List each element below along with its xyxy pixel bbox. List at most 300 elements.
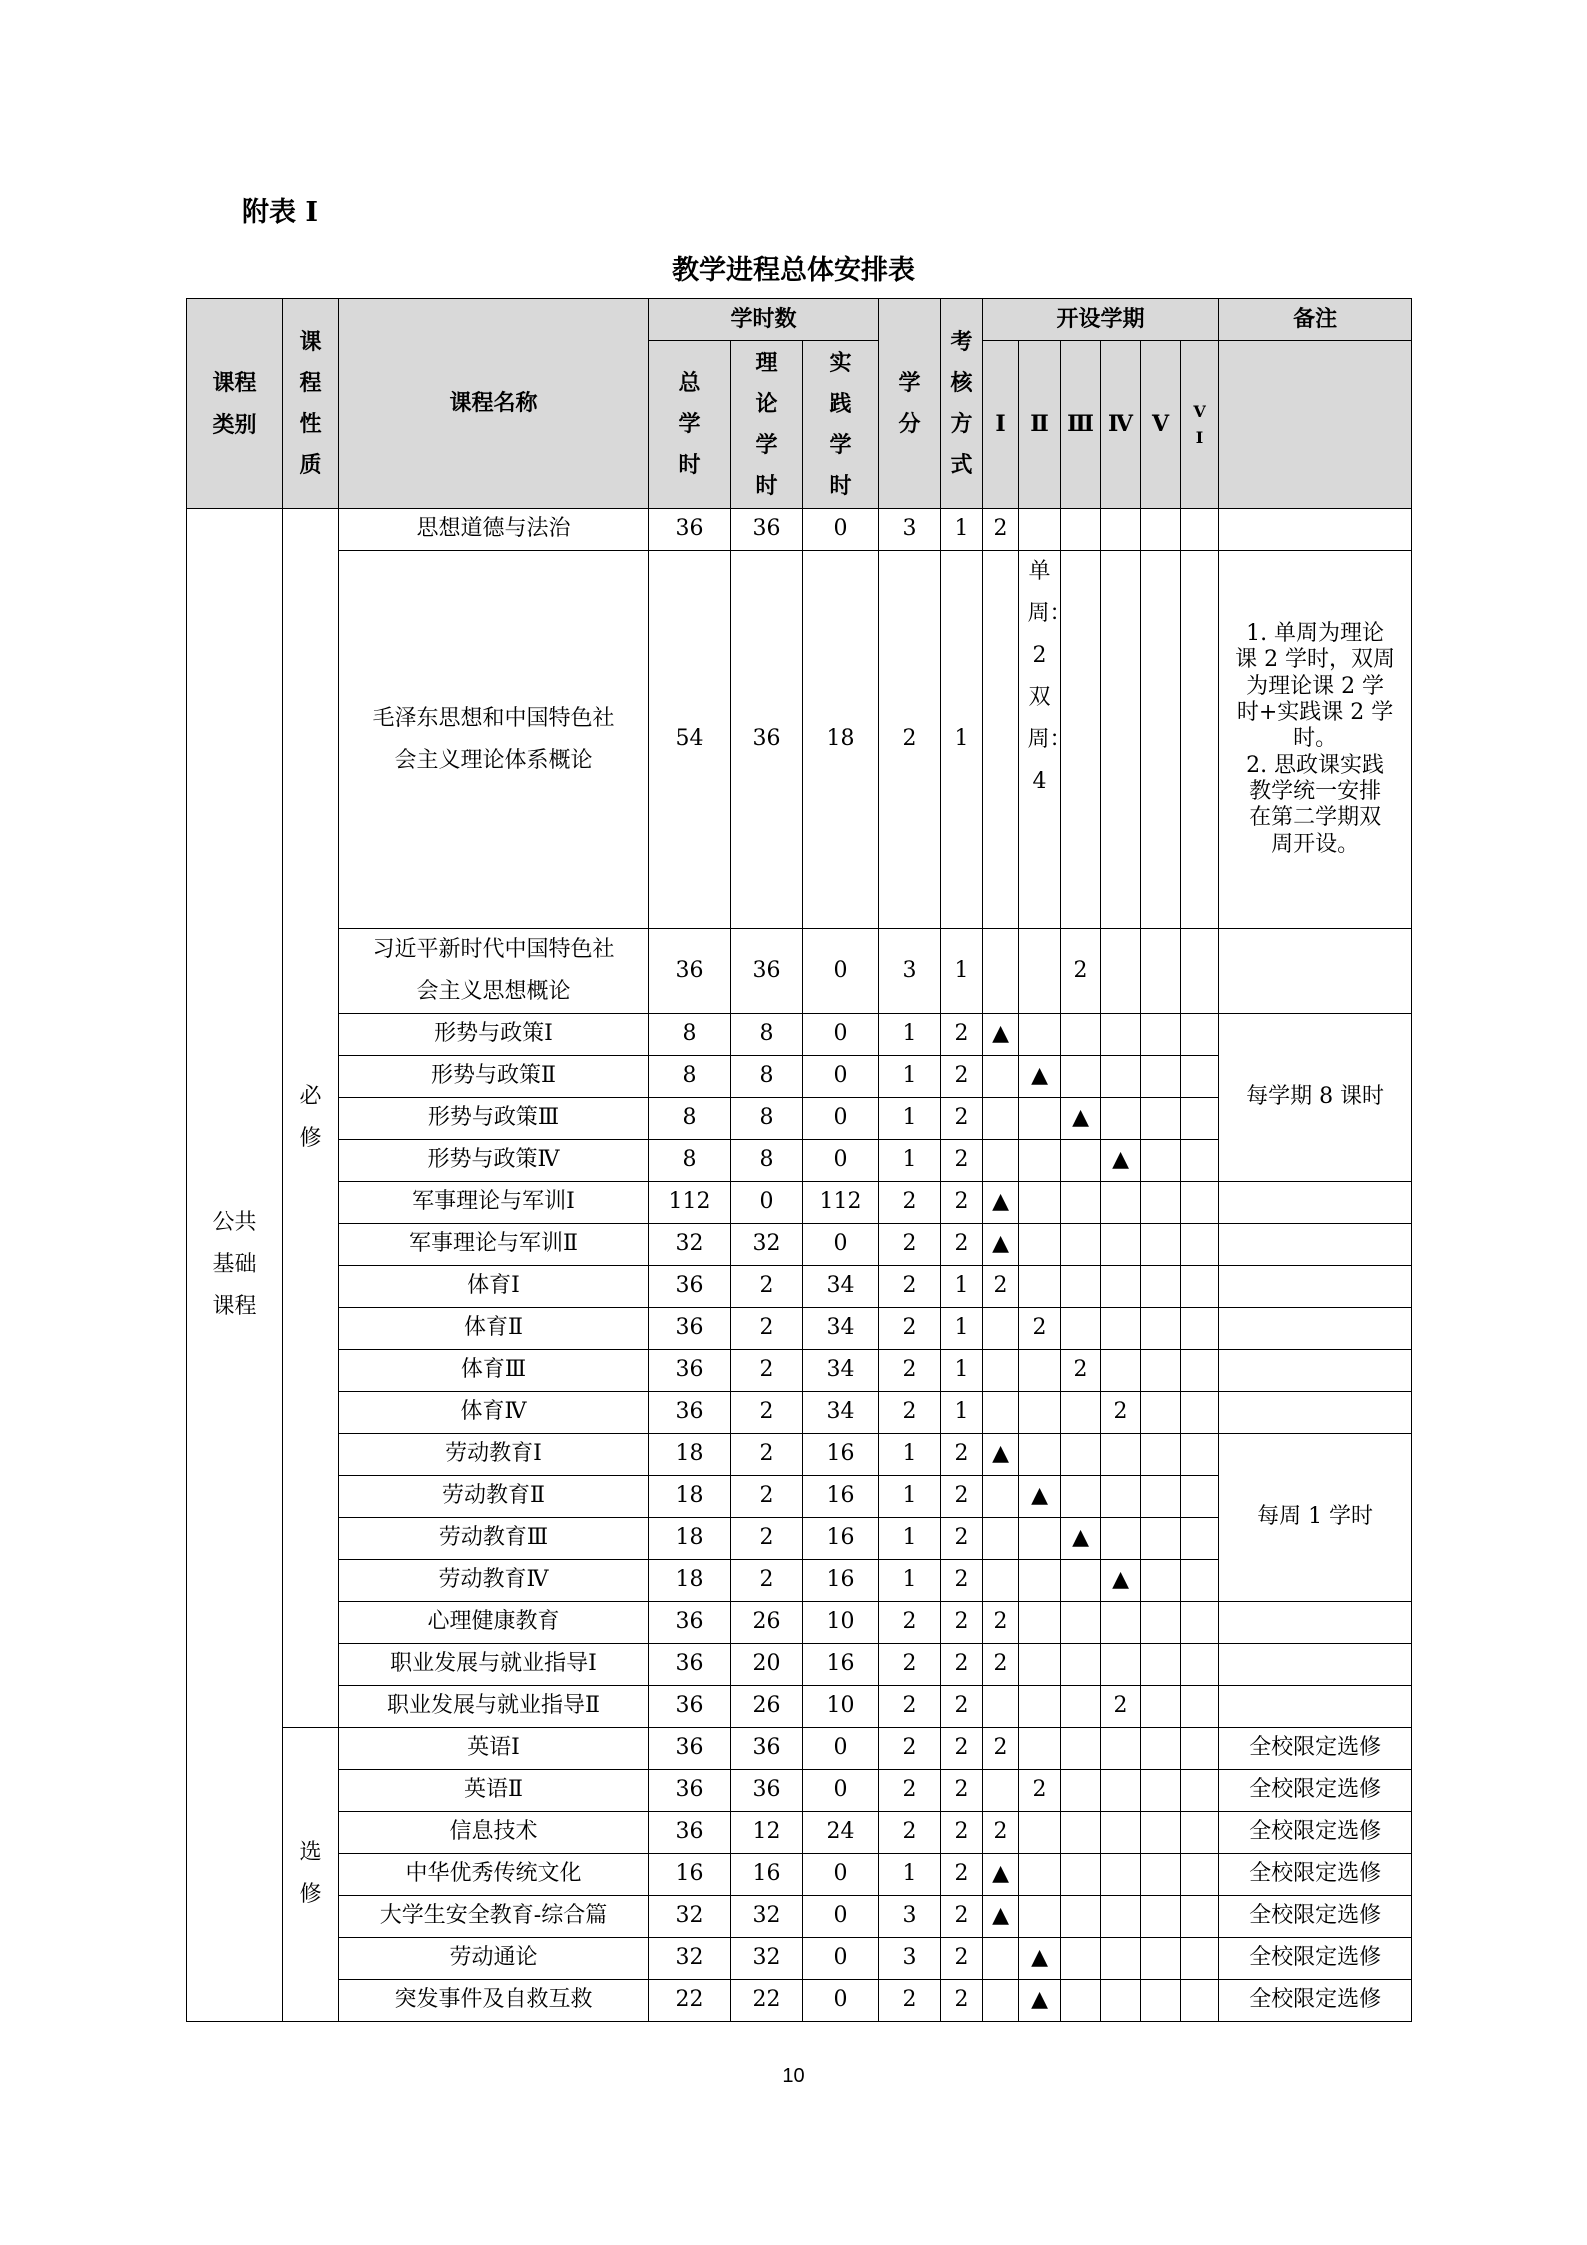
semester-5-cell (1141, 1391, 1181, 1433)
theory-hours-cell: 8 (731, 1013, 803, 1055)
semester-2-cell (1019, 1265, 1061, 1307)
header-remarks: 备注 (1219, 299, 1412, 341)
credit-cell: 2 (879, 1265, 941, 1307)
course-name-cell: 军事理论与军训Ⅰ (339, 1181, 649, 1223)
header-sem4: Ⅳ (1101, 341, 1141, 509)
semester-3-cell (1061, 1265, 1101, 1307)
total-hours-cell: 32 (649, 1895, 731, 1937)
practice-hours-cell: 0 (803, 1769, 879, 1811)
assessment-cell: 2 (941, 1475, 983, 1517)
remarks-line: 课 2 学时，双周 (1235, 647, 1396, 673)
header-sem3: Ⅲ (1061, 341, 1101, 509)
page-number: 10 (782, 2065, 805, 2087)
semester-5-cell (1141, 1475, 1181, 1517)
semester-4-cell (1101, 1979, 1141, 2021)
header-nature: 课程性质 (283, 299, 339, 509)
course-name-line: 会主义思想概论 (416, 978, 571, 1004)
total-hours-cell: 18 (649, 1517, 731, 1559)
semester-6-cell (1181, 1601, 1219, 1643)
course-name-cell: 英语Ⅰ (339, 1727, 649, 1769)
semester-5-cell (1141, 1181, 1181, 1223)
semester-6-cell (1181, 1559, 1219, 1601)
semester-6-cell (1181, 1223, 1219, 1265)
semester-3-cell (1061, 1601, 1101, 1643)
practice-hours-cell: 16 (803, 1433, 879, 1475)
credit-cell: 1 (879, 1517, 941, 1559)
table-row (187, 1391, 1412, 1433)
semester-2-cell (1019, 1139, 1061, 1181)
credit-cell: 2 (879, 1601, 941, 1643)
semester-6-cell (1181, 1307, 1219, 1349)
semester-1-cell: ▲ (983, 1013, 1019, 1055)
semester-3-cell (1061, 1433, 1101, 1475)
semester-1-cell (983, 1055, 1019, 1097)
total-hours-cell: 18 (649, 1433, 731, 1475)
total-hours-cell: 36 (649, 1727, 731, 1769)
semester-3-cell (1061, 1979, 1101, 2021)
header-credits: 学分 (879, 299, 941, 509)
total-hours-cell: 32 (649, 1937, 731, 1979)
semester-6-cell (1181, 1265, 1219, 1307)
table-row (187, 509, 1412, 551)
total-hours-cell: 36 (649, 1643, 731, 1685)
semester-4-cell (1101, 1895, 1141, 1937)
semester-5-cell (1141, 1349, 1181, 1391)
semester-3-cell (1061, 1055, 1101, 1097)
table-row (187, 1013, 1412, 1055)
theory-hours-cell: 22 (731, 1979, 803, 2021)
remarks-cell (1219, 509, 1412, 551)
credit-cell: 2 (879, 1727, 941, 1769)
practice-hours-cell: 0 (803, 1895, 879, 1937)
table-row (187, 1937, 1412, 1979)
semester-2-cell: 2 (1019, 1769, 1061, 1811)
table-row (187, 1265, 1412, 1307)
semester-2-cell (1019, 1013, 1061, 1055)
semester-3-cell (1061, 1685, 1101, 1727)
semester-note-cell: 单周：2 双周：4 (1019, 551, 1061, 929)
semester-4-cell (1101, 1601, 1141, 1643)
semester-4-cell (1101, 1727, 1141, 1769)
credit-cell: 3 (879, 1895, 941, 1937)
credit-cell: 1 (879, 1475, 941, 1517)
semester-2-cell: ▲ (1019, 1475, 1061, 1517)
practice-hours-cell: 0 (803, 1097, 879, 1139)
semester-4-cell: 2 (1101, 1685, 1141, 1727)
credit-cell: 2 (879, 1181, 941, 1223)
theory-hours-cell: 16 (731, 1853, 803, 1895)
course-name-cell: 劳动教育Ⅲ (339, 1517, 649, 1559)
appendix-label: 附表 I (242, 197, 319, 228)
assessment-cell: 2 (941, 1937, 983, 1979)
course-name-cell: 大学生安全教育-综合篇 (339, 1895, 649, 1937)
semester-2-cell: ▲ (1019, 1055, 1061, 1097)
total-hours-cell: 54 (649, 551, 731, 929)
semester-1-cell (983, 1769, 1019, 1811)
assessment-cell: 1 (941, 1349, 983, 1391)
remarks-cell (1219, 1643, 1412, 1685)
assessment-cell: 2 (941, 1979, 983, 2021)
course-name-cell: 思想道德与法治 (339, 509, 649, 551)
assessment-cell: 2 (941, 1895, 983, 1937)
semester-3-cell: ▲ (1061, 1097, 1101, 1139)
assessment-cell: 2 (941, 1055, 983, 1097)
theory-hours-cell: 8 (731, 1139, 803, 1181)
total-hours-cell: 36 (649, 1265, 731, 1307)
theory-hours-cell: 36 (731, 1727, 803, 1769)
remarks-line: 在第二学期双 (1249, 805, 1382, 831)
semester-2-cell (1019, 1223, 1061, 1265)
semester-3-cell (1061, 1937, 1101, 1979)
semester-1-cell (983, 1139, 1019, 1181)
assessment-cell: 1 (941, 509, 983, 551)
assessment-cell: 2 (941, 1013, 983, 1055)
semester-2-cell (1019, 929, 1061, 1014)
practice-hours-cell: 112 (803, 1181, 879, 1223)
semester-5-cell (1141, 551, 1181, 929)
course-name-cell: 体育Ⅳ (339, 1391, 649, 1433)
course-name-cell: 体育Ⅲ (339, 1349, 649, 1391)
theory-hours-cell: 2 (731, 1391, 803, 1433)
total-hours-cell: 18 (649, 1559, 731, 1601)
credit-cell: 2 (879, 1769, 941, 1811)
theory-hours-cell: 2 (731, 1349, 803, 1391)
total-hours-cell: 8 (649, 1097, 731, 1139)
course-name-line: 毛泽东思想和中国特色社 (372, 705, 615, 731)
semester-5-cell (1141, 1769, 1181, 1811)
header-category: 课程类别 (187, 299, 283, 509)
credit-cell: 2 (879, 1307, 941, 1349)
table-row (187, 1853, 1412, 1895)
remarks-cell (1219, 1265, 1412, 1307)
semester-2-cell (1019, 1391, 1061, 1433)
credit-cell: 1 (879, 1559, 941, 1601)
table-row (187, 1223, 1412, 1265)
semester-3-cell: 2 (1061, 929, 1101, 1014)
header-sem5: Ⅴ (1141, 341, 1181, 509)
semester-3-cell (1061, 1559, 1101, 1601)
total-hours-cell: 8 (649, 1139, 731, 1181)
semester-1-cell: ▲ (983, 1433, 1019, 1475)
practice-hours-cell: 0 (803, 1013, 879, 1055)
assessment-cell: 2 (941, 1433, 983, 1475)
total-hours-cell: 36 (649, 1685, 731, 1727)
credit-cell: 2 (879, 1349, 941, 1391)
semester-6-cell (1181, 929, 1219, 1014)
total-hours-cell: 36 (649, 1349, 731, 1391)
remarks-cell: 全校限定选修 (1219, 1895, 1412, 1937)
credit-cell: 1 (879, 1013, 941, 1055)
semester-6-cell (1181, 509, 1219, 551)
semester-6-cell (1181, 1349, 1219, 1391)
assessment-cell: 2 (941, 1097, 983, 1139)
semester-3-cell (1061, 1223, 1101, 1265)
table-row (187, 551, 1412, 929)
semester-4-cell (1101, 1643, 1141, 1685)
practice-hours-cell: 34 (803, 1349, 879, 1391)
header-theory-hours: 理论学时 (731, 341, 803, 509)
semester-2-cell (1019, 1181, 1061, 1223)
total-hours-cell: 18 (649, 1475, 731, 1517)
theory-hours-cell: 0 (731, 1181, 803, 1223)
header-sem2: Ⅱ (1019, 341, 1061, 509)
semester-1-cell (983, 1307, 1019, 1349)
semester-4-cell (1101, 1349, 1141, 1391)
theory-hours-cell: 2 (731, 1559, 803, 1601)
total-hours-cell: 36 (649, 1601, 731, 1643)
semester-3-cell (1061, 1181, 1101, 1223)
semester-6-cell (1181, 1769, 1219, 1811)
credit-cell: 1 (879, 1139, 941, 1181)
semester-1-cell: ▲ (983, 1181, 1019, 1223)
total-hours-cell: 36 (649, 1391, 731, 1433)
semester-2-cell (1019, 1811, 1061, 1853)
header-remarks-blank (1219, 341, 1412, 509)
assessment-cell: 1 (941, 1307, 983, 1349)
semester-5-cell (1141, 1727, 1181, 1769)
teaching-plan-table (186, 298, 1412, 2022)
course-name-cell: 形势与政策Ⅳ (339, 1139, 649, 1181)
assessment-cell: 2 (941, 1643, 983, 1685)
remarks-cell: 每学期 8 课时 (1219, 1013, 1412, 1181)
semester-6-cell (1181, 1811, 1219, 1853)
remarks-cell: 全校限定选修 (1219, 1979, 1412, 2021)
semester-3-cell (1061, 1139, 1101, 1181)
semester-2-cell (1019, 509, 1061, 551)
credit-cell: 2 (879, 1391, 941, 1433)
semester-4-cell (1101, 1013, 1141, 1055)
assessment-cell: 2 (941, 1769, 983, 1811)
practice-hours-cell: 16 (803, 1517, 879, 1559)
semester-3-cell (1061, 1643, 1101, 1685)
semester-5-cell (1141, 1223, 1181, 1265)
table-row (187, 1727, 1412, 1769)
semester-1-cell: ▲ (983, 1895, 1019, 1937)
assessment-cell: 1 (941, 1391, 983, 1433)
course-name-cell: 军事理论与军训Ⅱ (339, 1223, 649, 1265)
remarks-cell (1219, 1307, 1412, 1349)
semester-1-cell: 2 (983, 1265, 1019, 1307)
table-title: 教学进程总体安排表 (672, 255, 915, 286)
course-name-cell: 形势与政策Ⅲ (339, 1097, 649, 1139)
semester-1-cell (983, 929, 1019, 1014)
header-course-name: 课程名称 (339, 299, 649, 509)
semester-4-cell (1101, 1265, 1141, 1307)
practice-hours-cell: 16 (803, 1643, 879, 1685)
credit-cell: 2 (879, 1685, 941, 1727)
semester-1-cell (983, 1559, 1019, 1601)
course-name-cell: 职业发展与就业指导Ⅰ (339, 1643, 649, 1685)
semester-2-cell (1019, 1097, 1061, 1139)
header-sem1: Ⅰ (983, 341, 1019, 509)
theory-hours-cell: 2 (731, 1265, 803, 1307)
semester-3-cell (1061, 1853, 1101, 1895)
semester-2-cell: ▲ (1019, 1979, 1061, 2021)
assessment-cell: 1 (941, 929, 983, 1014)
semester-5-cell (1141, 1895, 1181, 1937)
course-name-cell: 中华优秀传统文化 (339, 1853, 649, 1895)
total-hours-cell: 36 (649, 1811, 731, 1853)
semester-4-cell: ▲ (1101, 1559, 1141, 1601)
semester-1-cell (983, 1391, 1019, 1433)
remarks-line: 2. 思政课实践 (1246, 752, 1385, 778)
header-semester-group: 开设学期 (983, 299, 1219, 341)
course-name-cell: 形势与政策Ⅰ (339, 1013, 649, 1055)
semester-3-cell: ▲ (1061, 1517, 1101, 1559)
course-name-cell: 心理健康教育 (339, 1601, 649, 1643)
table-row (187, 1685, 1412, 1727)
practice-hours-cell: 34 (803, 1265, 879, 1307)
semester-5-cell (1141, 1601, 1181, 1643)
theory-hours-cell: 2 (731, 1307, 803, 1349)
practice-hours-cell: 10 (803, 1601, 879, 1643)
semester-6-cell (1181, 1643, 1219, 1685)
semester-4-cell (1101, 1811, 1141, 1853)
assessment-cell: 2 (941, 1853, 983, 1895)
total-hours-cell: 22 (649, 1979, 731, 2021)
semester-3-cell (1061, 1811, 1101, 1853)
assessment-cell: 2 (941, 1811, 983, 1853)
semester-2-cell (1019, 1853, 1061, 1895)
practice-hours-cell: 10 (803, 1685, 879, 1727)
semester-4-cell (1101, 1097, 1141, 1139)
semester-4-cell (1101, 1307, 1141, 1349)
semester-6-cell (1181, 1517, 1219, 1559)
semester-2-cell (1019, 1517, 1061, 1559)
semester-1-cell: ▲ (983, 1223, 1019, 1265)
semester-1-cell: 2 (983, 1643, 1019, 1685)
credit-cell: 3 (879, 929, 941, 1014)
total-hours-cell: 36 (649, 509, 731, 551)
semester-1-cell (983, 1349, 1019, 1391)
semester-6-cell (1181, 1055, 1219, 1097)
semester-4-cell: ▲ (1101, 1139, 1141, 1181)
course-name-cell: 劳动教育Ⅰ (339, 1433, 649, 1475)
theory-hours-cell: 36 (731, 551, 803, 929)
course-name-line: 会主义理论体系概论 (394, 747, 593, 773)
practice-hours-cell: 0 (803, 1979, 879, 2021)
course-name-cell: 突发事件及自救互救 (339, 1979, 649, 2021)
semester-3-cell (1061, 1895, 1101, 1937)
semester-6-cell (1181, 1097, 1219, 1139)
credit-cell: 1 (879, 1853, 941, 1895)
credit-cell: 2 (879, 1811, 941, 1853)
credit-cell: 1 (879, 1055, 941, 1097)
header-hours-group: 学时数 (649, 299, 879, 341)
semester-6-cell (1181, 1853, 1219, 1895)
remarks-cell: 每周 1 学时 (1219, 1433, 1412, 1601)
semester-6-cell (1181, 1433, 1219, 1475)
semester-5-cell (1141, 1139, 1181, 1181)
assessment-cell: 2 (941, 1139, 983, 1181)
remarks-cell: 全校限定选修 (1219, 1811, 1412, 1853)
course-name-cell: 体育Ⅱ (339, 1307, 649, 1349)
remarks-cell (1219, 1223, 1412, 1265)
semester-1-cell (983, 1937, 1019, 1979)
course-name-line: 习近平新时代中国特色社 (372, 937, 615, 962)
semester-4-cell (1101, 1853, 1141, 1895)
semester-1-cell: 2 (983, 509, 1019, 551)
semester-5-cell (1141, 1643, 1181, 1685)
theory-hours-cell: 2 (731, 1433, 803, 1475)
semester-6-cell (1181, 1727, 1219, 1769)
semester-2-cell: 2 (1019, 1307, 1061, 1349)
semester-4-cell (1101, 1181, 1141, 1223)
practice-hours-cell: 18 (803, 551, 879, 929)
theory-hours-cell: 36 (731, 929, 803, 1014)
semester-6-cell (1181, 1391, 1219, 1433)
remarks-cell: 全校限定选修 (1219, 1769, 1412, 1811)
assessment-cell: 2 (941, 1727, 983, 1769)
semester-6-cell (1181, 1979, 1219, 2021)
semester-3-cell (1061, 1769, 1101, 1811)
semester-1-cell (983, 1517, 1019, 1559)
semester-3-cell (1061, 1013, 1101, 1055)
semester-6-cell (1181, 1685, 1219, 1727)
assessment-cell: 2 (941, 1181, 983, 1223)
remarks-line: 时。 (1293, 726, 1338, 752)
course-name-cell: 英语Ⅱ (339, 1769, 649, 1811)
header-assessment: 考核方式 (941, 299, 983, 509)
semester-2-cell (1019, 1685, 1061, 1727)
semester-5-cell (1141, 1055, 1181, 1097)
credit-cell: 3 (879, 509, 941, 551)
assessment-cell: 2 (941, 1559, 983, 1601)
total-hours-cell: 36 (649, 1307, 731, 1349)
semester-5-cell (1141, 929, 1181, 1014)
header-sem6: ⅤI (1181, 341, 1219, 509)
table-row (187, 1895, 1412, 1937)
theory-hours-cell: 2 (731, 1517, 803, 1559)
assessment-cell: 1 (941, 551, 983, 929)
semester-3-cell (1061, 1727, 1101, 1769)
table-row (187, 1307, 1412, 1349)
remarks-cell (1219, 1181, 1412, 1223)
remarks-cell (1219, 1391, 1412, 1433)
assessment-cell: 2 (941, 1601, 983, 1643)
assessment-cell: 1 (941, 1265, 983, 1307)
remarks-cell (1219, 1349, 1412, 1391)
table-row (187, 1433, 1412, 1475)
credit-cell: 1 (879, 1097, 941, 1139)
remarks-cell: 全校限定选修 (1219, 1727, 1412, 1769)
theory-hours-cell: 8 (731, 1097, 803, 1139)
required-nature-cell: 必修 (283, 509, 339, 1728)
table-row (187, 1181, 1412, 1223)
semester-5-cell (1141, 1685, 1181, 1727)
semester-2-cell (1019, 1643, 1061, 1685)
credit-cell: 2 (879, 1223, 941, 1265)
remarks-cell: 全校限定选修 (1219, 1937, 1412, 1979)
practice-hours-cell: 34 (803, 1307, 879, 1349)
practice-hours-cell: 0 (803, 1139, 879, 1181)
semester-5-cell (1141, 1811, 1181, 1853)
table-row (187, 1769, 1412, 1811)
course-category-cell: 公共基础课程 (187, 509, 283, 2022)
semester-5-cell (1141, 509, 1181, 551)
semester-4-cell: 2 (1101, 1391, 1141, 1433)
remarks-cell (1219, 1685, 1412, 1727)
theory-hours-cell: 26 (731, 1601, 803, 1643)
semester-4-cell (1101, 1475, 1141, 1517)
semester-3-cell (1061, 1475, 1101, 1517)
theory-hours-cell: 36 (731, 509, 803, 551)
semester-2-cell (1019, 1559, 1061, 1601)
semester-6-cell (1181, 1475, 1219, 1517)
semester-4-cell (1101, 509, 1141, 551)
practice-hours-cell: 0 (803, 1727, 879, 1769)
course-name-cell: 劳动教育Ⅱ (339, 1475, 649, 1517)
